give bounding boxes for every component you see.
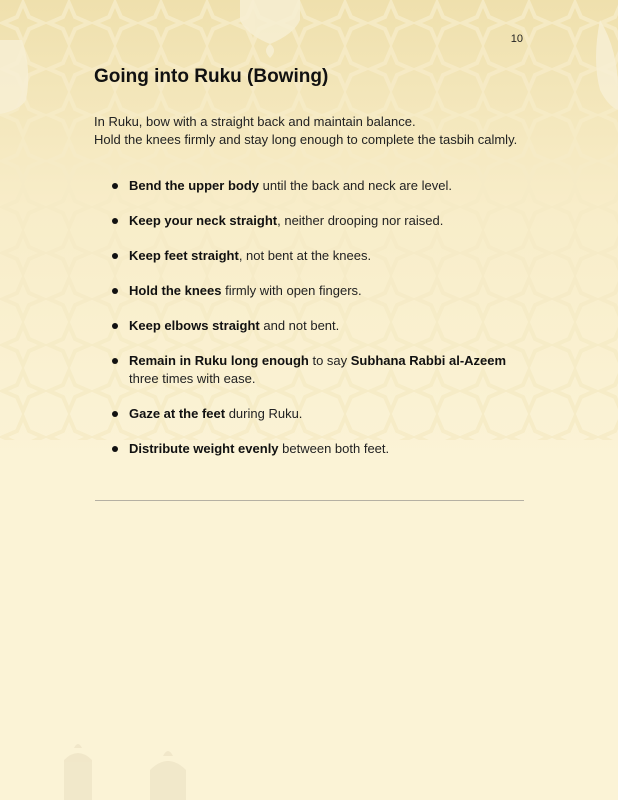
- divider: [95, 500, 524, 501]
- page-title: Going into Ruku (Bowing): [94, 66, 329, 87]
- item-text: until the back and neck are level.: [259, 178, 452, 193]
- item-text: , neither drooping nor raised.: [277, 213, 444, 228]
- tasbih-phrase: Subhana Rabbi al-Azeem: [350, 353, 507, 368]
- item-emphasis: Keep your neck straight: [129, 213, 278, 228]
- ruku-guidelines-list: [110, 177, 530, 475]
- item-emphasis: Keep feet straight: [129, 248, 239, 263]
- list-item: [110, 247, 530, 265]
- item-emphasis: Keep elbows straight: [129, 318, 260, 333]
- list-item: [110, 177, 530, 195]
- list-item: [110, 317, 530, 335]
- item-emphasis: Hold the knees: [129, 283, 222, 298]
- item-text: to say: [308, 353, 351, 368]
- item-emphasis: Remain in Ruku long enough: [129, 353, 309, 368]
- item-text: , not bent at the knees.: [238, 248, 372, 263]
- list-item: [110, 212, 530, 230]
- intro-line: In Ruku, bow with a straight back and maintain balance.: [94, 114, 416, 129]
- list-item: [110, 282, 530, 300]
- list-item: [110, 440, 530, 458]
- item-text: three times with ease.: [129, 371, 256, 386]
- item-emphasis: Bend the upper body: [129, 178, 259, 193]
- intro-line: Hold the knees firmly and stay long enough to complete the tasbih calmly.: [94, 132, 518, 147]
- page-number: 10: [510, 33, 523, 45]
- list-item: [110, 405, 530, 423]
- list-item: [110, 352, 530, 388]
- item-text: and not bent.: [259, 318, 340, 333]
- item-emphasis: Distribute weight evenly: [129, 441, 279, 456]
- item-text: between both feet.: [278, 441, 390, 456]
- item-emphasis: Gaze at the feet: [129, 406, 226, 421]
- intro-paragraph: [94, 113, 524, 149]
- item-text: firmly with open fingers.: [221, 283, 362, 298]
- item-text: during Ruku.: [225, 406, 303, 421]
